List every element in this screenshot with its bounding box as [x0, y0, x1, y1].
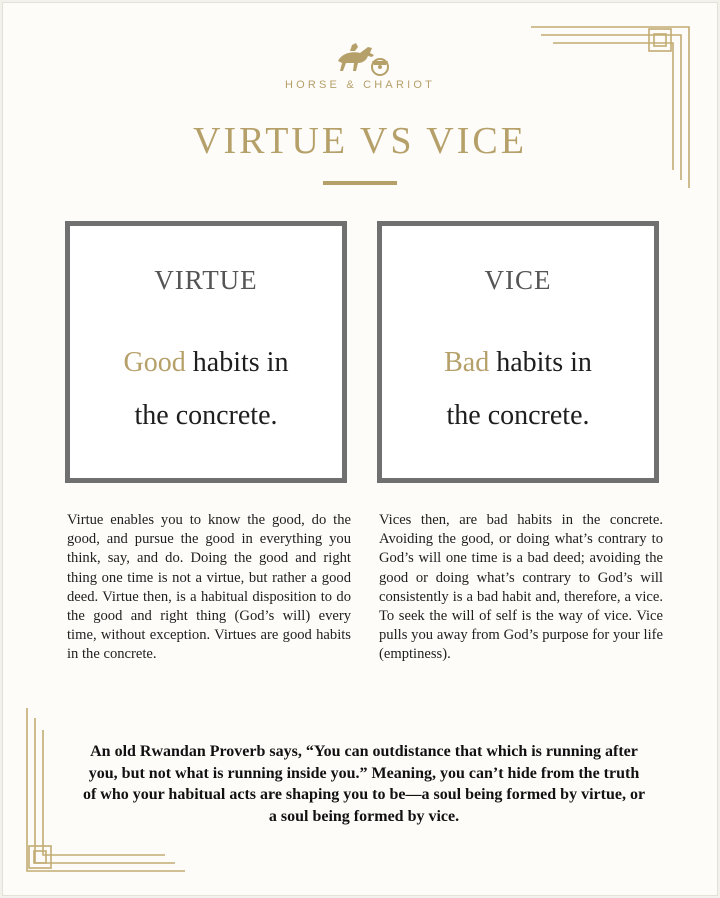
virtue-definition-line2: the concrete. [134, 400, 278, 431]
brand-name: HORSE & CHARIOT [284, 79, 436, 91]
page-title: VIRTUE VS VICE [193, 120, 527, 162]
virtue-accent-word: Good [123, 347, 186, 378]
vice-definition-line1: habits in [489, 347, 592, 378]
virtue-definition-line1: habits in [185, 347, 289, 378]
horse-chariot-icon [328, 41, 392, 79]
vice-description: Vices then, are bad habits in the concrete. Avoiding the good, or doing what’s contrary to God’s will one time is a bad deed; avoiding the good or doing what’s contrary to God’s will consistently is a bad habit and, therefore, a vice. To seek the will of self is the way of vice. Vice pulls you away from God’s purpose for your life (emptiness). [379, 512, 663, 663]
poster-page [2, 2, 718, 896]
rwandan-proverb: An old Rwandan Proverb says, “You can outdistance that which is running after you, but not what is running inside you.” Meaning, you can’t hide from the truth of who your habitual acts are shaping you to be—a soul being formed by virtue, or a soul being formed by vice. [82, 743, 646, 825]
virtue-card [65, 221, 347, 483]
vice-heading: VICE [484, 265, 552, 295]
title-divider [323, 181, 397, 185]
vice-accent-word: Bad [444, 347, 490, 378]
virtue-heading: VIRTUE [154, 265, 258, 295]
virtue-description: Virtue enables you to know the good, do the good, and pursue the good in everything you think, say, and do. Doing the good and right thing one time is not a virtue, but rather a good deed. Virtue then, is a habitual disposition to do the good and right thing (God’s will) every time, without exception. Virtues are good habits in the concrete. [67, 512, 351, 663]
brand-logo [3, 41, 717, 79]
vice-definition [382, 336, 654, 442]
vice-definition-line2: the concrete. [446, 400, 590, 431]
vice-card [377, 221, 659, 483]
virtue-definition [70, 336, 342, 442]
